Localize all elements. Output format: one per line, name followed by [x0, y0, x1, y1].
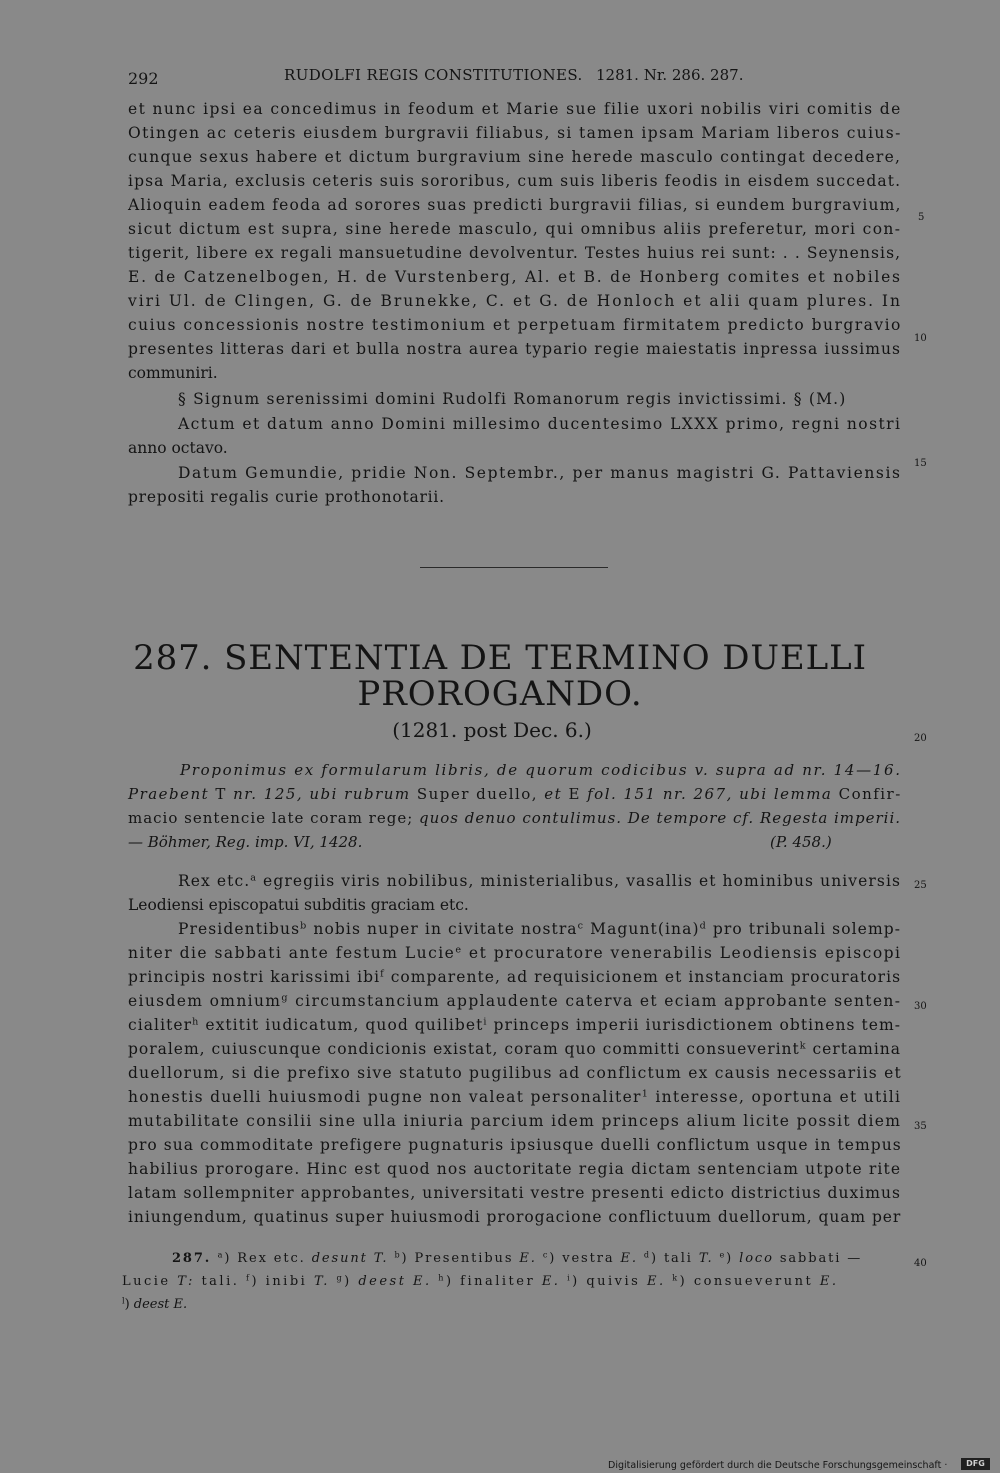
- text-segment: sabbati —: [773, 1251, 863, 1266]
- text-segment: nobis nuper in civitate nostra: [307, 920, 578, 938]
- text-segment: macio sentencie late coram rege;: [128, 809, 420, 827]
- footnote-siglum: k: [672, 1273, 680, 1283]
- text-segment: Magunt(ina): [584, 920, 700, 938]
- note-line: [128, 835, 362, 850]
- footnote-siglum: g: [281, 992, 289, 1004]
- text-segment: Rex etc.: [178, 872, 251, 890]
- text-segment: Lucie: [122, 1274, 178, 1289]
- text-line: [128, 1162, 901, 1178]
- text-line: [128, 994, 901, 1010]
- text-segment: cialiter: [128, 1016, 193, 1034]
- text-segment: circumstancium applaudente caterva et eciam approbante senten-: [288, 992, 902, 1010]
- signum-line: § Signum serenissimi domini Rudolfi Romanorum regis invictissimi. § (M.): [178, 390, 847, 408]
- body-line: et nunc ipsi ea concedimus in feodum et Marie sue filie uxori nobilis viri comitis de: [128, 100, 902, 118]
- text-segment: 287.: [172, 1251, 218, 1266]
- note-line: [180, 763, 902, 778]
- italic-segment: deest E.: [133, 1297, 188, 1312]
- margin-line-number: 25: [914, 880, 927, 891]
- text-segment: ) Rex etc.: [224, 1251, 312, 1266]
- text-segment: ) tali: [650, 1251, 699, 1266]
- margin-line-number: 30: [914, 1001, 927, 1012]
- italic-segment: Proponimus ex formularum libris, de quorum codicibus v. supra ad nr. 14—16.: [180, 761, 902, 779]
- text-segment: honestis duelli huiusmodi pugne non valeat personaliter: [128, 1088, 642, 1106]
- dfg-logo: DFG: [961, 1458, 990, 1470]
- text-segment: pro tribunali solemp-: [706, 920, 902, 938]
- body-line: E. de Catzenelbogen, H. de Vurstenberg, Al. et B. de Honberg comites et nobiles: [128, 268, 902, 286]
- footnote-siglum: b: [300, 920, 308, 932]
- text-line: [128, 1018, 901, 1034]
- text-segment: E: [562, 785, 588, 803]
- text-segment: comparente, ad requisicionem et instanciam procuratoris: [384, 968, 902, 986]
- text-line: [128, 898, 469, 914]
- body-line: Otingen ac ceteris eiusdem burgravii filiabus, si tamen ipsam Mariam liberos cuius-: [128, 124, 902, 142]
- text-segment: ) inibi: [251, 1274, 314, 1289]
- footnote-siglum: f: [245, 1273, 252, 1283]
- footnote-siglum: e: [455, 944, 463, 956]
- footnote-siglum: f: [380, 968, 385, 980]
- italic-segment: quos denuo contulimus. De tempore cf. Regesta imperii.: [419, 809, 902, 827]
- footnote-siglum: a: [250, 872, 258, 884]
- note-line: [128, 811, 901, 826]
- body-line: Alioquin eadem feoda ad sorores suas predicti burgravii filias, si eundem burgravium,: [128, 196, 902, 214]
- text-line: [128, 1090, 901, 1106]
- text-line: [128, 1138, 902, 1154]
- text-segment: Confir-: [832, 785, 902, 803]
- footnote-siglum: g: [336, 1273, 345, 1283]
- text-segment: poralem, cuiuscunque condicionis existat, coram quo committi consueverint: [128, 1040, 800, 1058]
- text-segment: et procuratore venerabilis Leodiensis episcopi: [462, 944, 902, 962]
- footnote-siglum: c: [577, 920, 585, 932]
- text-segment: latam sollempniter approbantes, universitati vestre presenti edicto districtius duximus: [128, 1184, 902, 1202]
- body-line: sicut dictum est supra, sine herede masculo, qui omnibus aliis preferetur, mori con-: [128, 220, 902, 238]
- footnote-siglum: e: [719, 1250, 727, 1260]
- footnote-siglum: d: [699, 920, 707, 932]
- footnote-siglum: a: [217, 1250, 225, 1260]
- text-segment: ) Presentibus: [401, 1251, 520, 1266]
- italic-segment: — Böhmer, Reg. imp. VI, 1428.: [128, 833, 363, 851]
- page-number: 292: [128, 69, 159, 88]
- margin-line-number: 15: [914, 458, 927, 469]
- footnote-line: [122, 1275, 838, 1288]
- note-line: [128, 787, 902, 802]
- margin-line-number: 40: [914, 1258, 927, 1269]
- body-line: anno octavo.: [128, 439, 228, 457]
- datum-line: Datum Gemundie, pridie Non. Septembr., per manus magistri G. Pattaviensis: [178, 464, 902, 482]
- text-segment: ) consueverunt: [679, 1274, 820, 1289]
- margin-line-number: 20: [914, 733, 927, 744]
- text-segment: ) vestra: [549, 1251, 621, 1266]
- text-line: [128, 1186, 901, 1202]
- text-segment: princeps imperii iurisdictionem obtinens tem-: [487, 1016, 902, 1034]
- text-segment: tali.: [194, 1274, 246, 1289]
- italic-segment: E.: [620, 1251, 638, 1266]
- text-segment: Leodiensi episcopatui subditis graciam etc.: [128, 896, 469, 914]
- running-meta: 1281. Nr. 286. 287.: [596, 66, 744, 84]
- section-divider: [420, 567, 608, 568]
- body-line: ipsa Maria, exclusis ceteris suis sororibus, cum suis liberis feodis in eisdem succedat.: [128, 172, 902, 190]
- body-line: viri Ul. de Clingen, G. de Brunekke, C. et G. de Honloch et alii quam plures. In: [128, 292, 902, 310]
- text-line: [128, 970, 901, 986]
- italic-segment: loco: [739, 1251, 774, 1266]
- italic-segment: (P. 458.): [770, 833, 832, 851]
- text-segment: iniungendum, quatinus super huiusmodi prorogacione conflictuum duellorum, quam per: [128, 1208, 902, 1226]
- document-heading: 287. SENTENTIA DE TERMINO DUELLI: [133, 638, 867, 678]
- italic-segment: E.: [519, 1251, 537, 1266]
- italic-segment: et: [544, 785, 563, 803]
- body-line: communiri.: [128, 364, 218, 382]
- body-line: cuius concessionis nostre testimonium et perpetuam firmitatem predicto burgravio: [128, 316, 902, 334]
- running-title: RUDOLFI REGIS CONSTITUTIONES.: [284, 66, 583, 84]
- text-segment: Super duello,: [410, 785, 545, 803]
- text-segment: ): [124, 1297, 134, 1312]
- text-segment: interesse, oportuna et utili: [649, 1088, 902, 1106]
- footnote-siglum: 1: [641, 1088, 650, 1100]
- digitization-credit: Digitalisierung gefördert durch die Deutsche Forschungsgemeinschaft ·: [608, 1460, 948, 1471]
- text-segment: ): [344, 1274, 359, 1289]
- text-segment: egregiis viris nobilibus, ministerialibus, vasallis et hominibus universis: [257, 872, 902, 890]
- italic-segment: E.: [646, 1274, 666, 1289]
- italic-segment: T.: [698, 1251, 714, 1266]
- margin-line-number: 10: [914, 333, 927, 344]
- footnote-siglum: i: [483, 1016, 488, 1028]
- text-segment: Presidentibus: [178, 920, 301, 938]
- text-segment: extitit iudicatum, quod quilibet: [199, 1016, 484, 1034]
- italic-segment: E.: [541, 1274, 561, 1289]
- text-segment: ): [726, 1251, 740, 1266]
- margin-line-number: 5: [918, 212, 925, 223]
- text-line: [178, 874, 901, 890]
- italic-segment: deest E.: [358, 1274, 432, 1289]
- italic-segment: Praebent: [128, 785, 210, 803]
- italic-segment: nr. 125, ubi rubrum: [233, 785, 411, 803]
- footnote-siglum: l: [122, 1296, 125, 1306]
- italic-segment: desunt T.: [311, 1251, 389, 1266]
- text-line: [178, 922, 901, 938]
- body-line: prepositi regalis curie prothonotarii.: [128, 488, 445, 506]
- text-line: [128, 1210, 901, 1226]
- body-line: tigerit, libere ex regali mansuetudine devolventur. Testes huius rei sunt: . . Seynensis,: [128, 244, 902, 262]
- text-segment: certamina: [806, 1040, 901, 1058]
- italic-segment: E.: [819, 1274, 839, 1289]
- body-line: cunque sexus habere et dictum burgravium sine herede masculo contingat decedere,: [128, 148, 902, 166]
- text-segment: ) finaliter: [445, 1274, 542, 1289]
- document-heading-continued: PROROGANDO.: [357, 674, 643, 714]
- text-segment: T: [209, 785, 234, 803]
- text-segment: duellorum, si die prefixo sive statuto pugilibus ad conflictum ex causis necessariis et: [128, 1064, 902, 1082]
- margin-line-number: 35: [914, 1121, 927, 1132]
- text-segment: pro sua commoditate prefigere pugnaturis ipsiusque duelli conflictum usque in tempus: [128, 1136, 902, 1154]
- footnote-siglum: i: [567, 1273, 573, 1283]
- text-line: [128, 1066, 902, 1082]
- footnote-line: [122, 1298, 187, 1311]
- text-segment: mutabilitate consilii sine ulla iniuria parcium idem princeps alium licite possit diem: [128, 1112, 902, 1130]
- actum-line: Actum et datum anno Domini millesimo ducentesimo LXXX primo, regni nostri: [178, 415, 902, 433]
- text-segment: niter die sabbati ante festum Lucie: [128, 944, 456, 962]
- italic-segment: fol. 151 nr. 267, ubi lemma: [587, 785, 833, 803]
- footnote-siglum: c: [542, 1250, 550, 1260]
- footnote-siglum: b: [394, 1250, 402, 1260]
- footnote-siglum: d: [643, 1250, 651, 1260]
- text-segment: ) quivis: [572, 1274, 647, 1289]
- footnote-line: [172, 1252, 862, 1265]
- italic-segment: T:: [177, 1274, 195, 1289]
- italic-segment: T.: [313, 1274, 330, 1289]
- footnote-siglum: h: [192, 1016, 200, 1028]
- text-segment: habilius prorogare. Hinc est quod nos auctoritate regia dictam sentenciam utpote rite: [128, 1160, 902, 1178]
- text-segment: principis nostri karissimi ibi: [128, 968, 381, 986]
- document-date: (1281. post Dec. 6.): [392, 718, 592, 742]
- text-line: [128, 1042, 901, 1058]
- footnote-siglum: h: [438, 1273, 446, 1283]
- text-segment: eiusdem omnium: [128, 992, 282, 1010]
- text-line: [128, 946, 902, 962]
- note-source: [770, 835, 832, 850]
- footnote-siglum: k: [799, 1040, 807, 1052]
- text-line: [128, 1114, 901, 1130]
- body-line: presentes litteras dari et bulla nostra aurea typario regie maiestatis inpressa iussimus: [128, 340, 902, 358]
